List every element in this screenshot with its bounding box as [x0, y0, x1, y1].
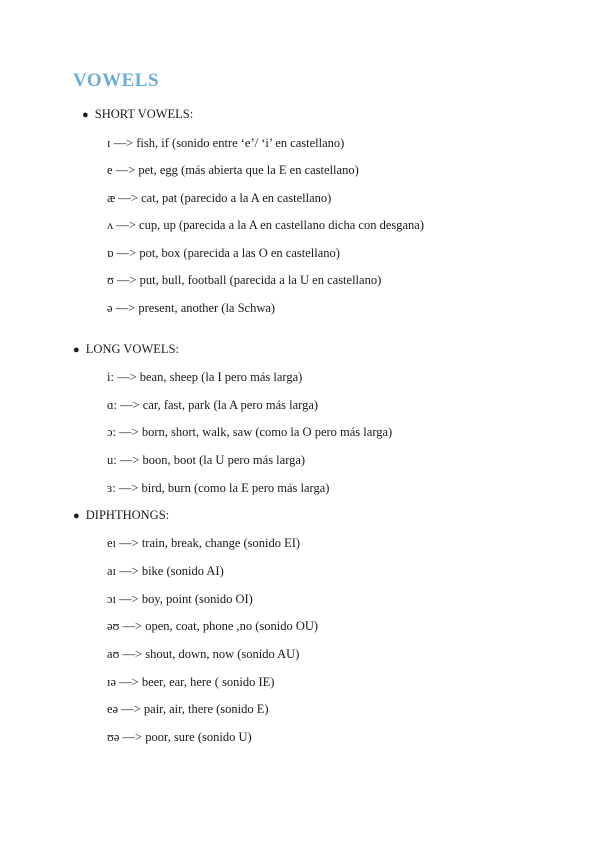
long-vowel-item: i: —> bean, sheep (la I pero más larga) — [107, 370, 303, 384]
long-vowel-item: ɔ: —> born, short, walk, saw (como la O pero más larga) — [107, 425, 393, 439]
short-vowels-heading-label: SHORT VOWELS: — [94, 107, 194, 121]
bullet-icon: ● — [82, 109, 89, 121]
long-vowel-item: u: —> boon, boot (la U pero más larga) — [107, 453, 306, 467]
short-vowel-item: ʌ —> cup, up (parecida a la A en castellano dicha con desgana) — [107, 218, 424, 232]
short-vowel-item: ɪ —> fish, if (sonido entre ‘e’/ ‘i’ en castellano) — [107, 136, 345, 150]
diphthong-item: eɪ —> train, break, change (sonido EI) — [107, 536, 301, 550]
diphthongs-heading — [73, 508, 169, 523]
long-vowels-heading — [73, 342, 179, 357]
diphthong-item: ʊə —> poor, sure (sonido U) — [107, 730, 252, 744]
long-vowel-item: ɑ: —> car, fast, park (la A pero más larga) — [107, 398, 319, 412]
short-vowel-item: æ —> cat, pat (parecido a la A en castellano) — [107, 191, 332, 205]
bullet-icon: ● — [73, 510, 80, 522]
bullet-icon: ● — [73, 344, 80, 356]
diphthong-item: aɪ —> bike (sonido AI) — [107, 564, 224, 578]
page-title: VOWELS — [73, 70, 160, 91]
short-vowel-item: e —> pet, egg (más abierta que la E en castellano) — [107, 163, 359, 177]
short-vowel-item: ɒ —> pot, box (parecida a las O en castellano) — [107, 246, 340, 260]
diphthong-item: aʊ —> shout, down, now (sonido AU) — [107, 647, 300, 661]
short-vowel-item: ə —> present, another (la Schwa) — [107, 301, 276, 315]
diphthong-item: eə —> pair, air, there (sonido E) — [107, 702, 269, 716]
diphthong-item: ɪə —> beer, ear, here ( sonido IE) — [107, 675, 275, 689]
diphthong-item: ɔɪ —> boy, point (sonido OI) — [107, 592, 253, 606]
long-vowel-item: ɜ: —> bird, burn (como la E pero más larga) — [107, 481, 330, 495]
diphthong-item: əʊ —> open, coat, phone ,no (sonido OU) — [107, 619, 319, 633]
short-vowels-heading — [82, 107, 193, 122]
long-vowels-heading-label: LONG VOWELS: — [85, 342, 179, 356]
short-vowel-item: ʊ —> put, bull, football (parecida a la U en castellano) — [107, 273, 382, 287]
diphthongs-heading-label: DIPHTHONGS: — [85, 508, 170, 522]
